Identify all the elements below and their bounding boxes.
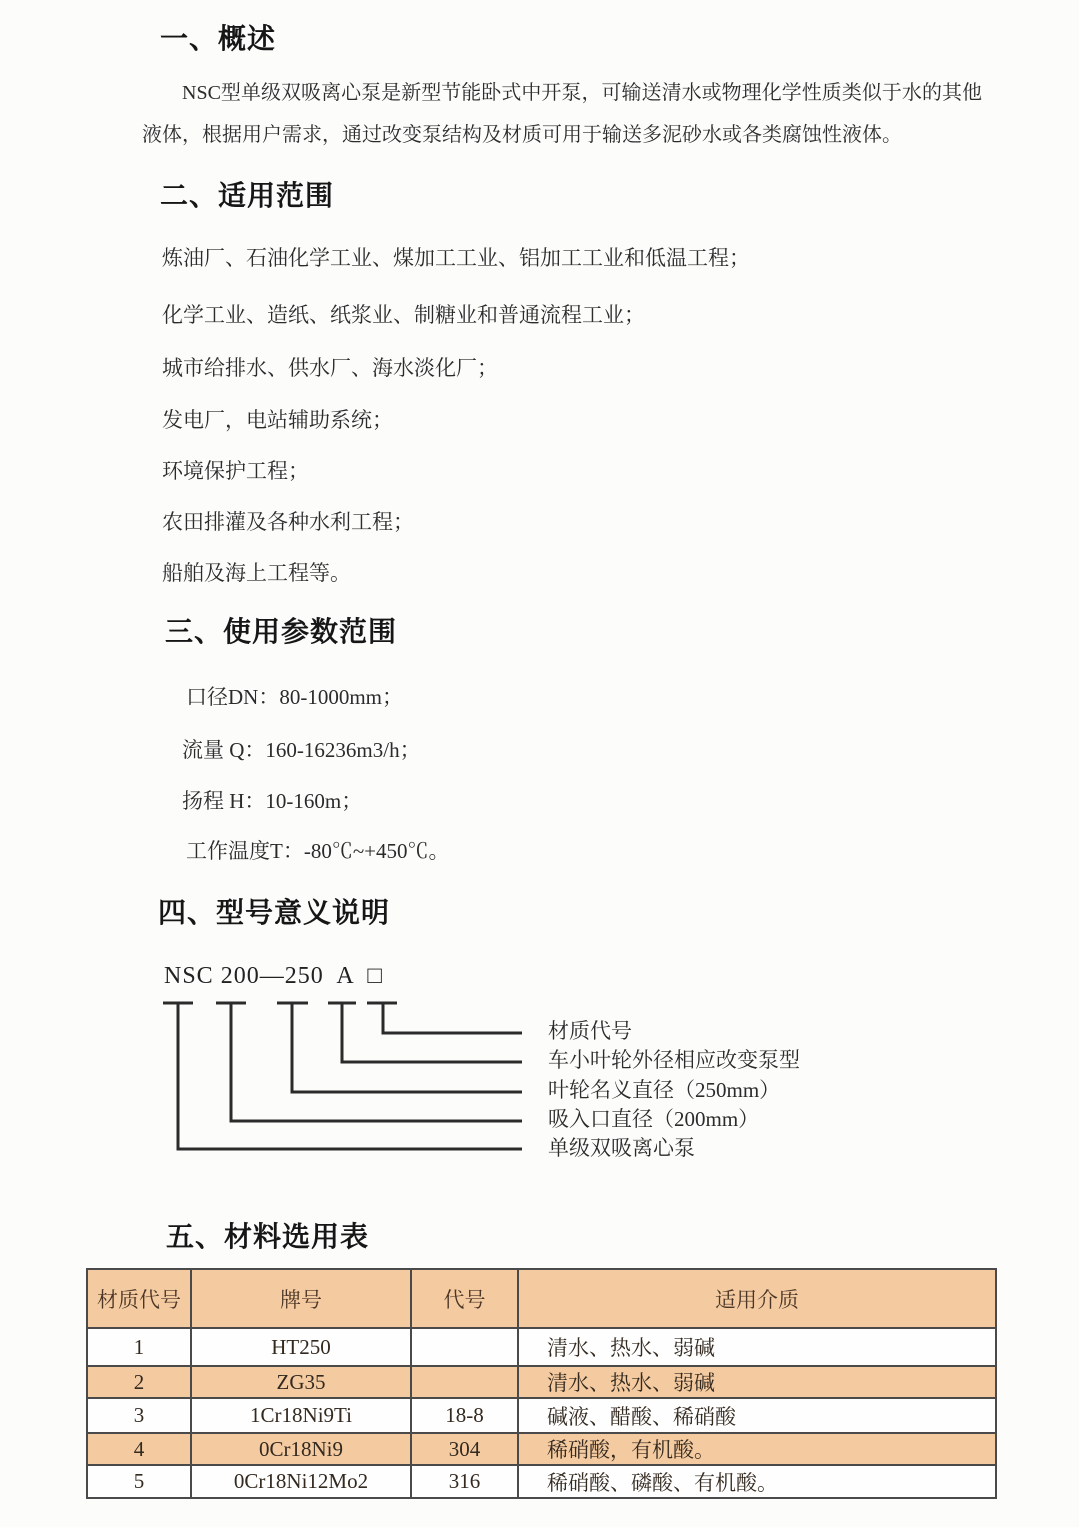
table-cell: 4 xyxy=(87,1433,191,1465)
parameter-item: 流量 Q：160-16236m3/h； xyxy=(182,738,421,762)
table-cell: 碱液、醋酸、稀硝酸 xyxy=(518,1398,996,1433)
diagram-label-pump-type: 单级双吸离心泵 xyxy=(548,1136,695,1160)
table-row xyxy=(87,1328,996,1366)
table-cell xyxy=(411,1366,518,1398)
table-cell: 清水、热水、弱碱 xyxy=(518,1328,996,1366)
table-cell: 稀硝酸、磷酸、有机酸。 xyxy=(518,1465,996,1498)
section-3-heading: 三、使用参数范围 xyxy=(165,616,398,647)
scope-item: 化学工业、造纸、纸浆业、制糖业和普通流程工业； xyxy=(162,303,645,327)
table-cell: 1 xyxy=(87,1328,191,1366)
table-cell: 304 xyxy=(411,1433,518,1465)
table-row xyxy=(87,1465,996,1498)
overview-paragraph: NSC型单级双吸离心泵是新型节能卧式中开泵，可输送清水或物理化学性质类似于水的其他液体，根据用户需求，通过改变泵结构及材质可用于输送多泥砂水或各类腐蚀性液体。 xyxy=(142,82,982,146)
table-cell: 稀硝酸，有机酸。 xyxy=(518,1433,996,1465)
table-cell: 清水、热水、弱碱 xyxy=(518,1366,996,1398)
parameter-item: 工作温度T：-80℃~+450℃。 xyxy=(186,839,450,863)
scope-item: 发电厂，电站辅助系统； xyxy=(162,408,393,432)
scope-item: 城市给排水、供水厂、海水淡化厂； xyxy=(162,356,498,380)
header-material-code: 材质代号 xyxy=(87,1269,191,1328)
table-cell: 0Cr18Ni9 xyxy=(191,1433,411,1465)
table-row xyxy=(87,1398,996,1433)
table-cell: HT250 xyxy=(191,1328,411,1366)
table-cell: 316 xyxy=(411,1465,518,1498)
table-cell: 3 xyxy=(87,1398,191,1433)
table-header-row xyxy=(87,1269,996,1328)
material-selection-table xyxy=(86,1268,997,1499)
parameter-item: 口径DN：80-1000mm； xyxy=(186,685,403,709)
scope-item: 农田排灌及各种水利工程； xyxy=(162,510,414,534)
table-cell: 0Cr18Ni12Mo2 xyxy=(191,1465,411,1498)
header-applicable-media: 适用介质 xyxy=(518,1269,996,1328)
diagram-line-material-code xyxy=(367,1003,522,1033)
header-grade: 牌号 xyxy=(191,1269,411,1328)
scope-item: 船舶及海上工程等。 xyxy=(162,561,351,585)
diagram-label-variant: 车小叶轮外径相应改变泵型 xyxy=(548,1048,800,1072)
scope-item: 炼油厂、石油化学工业、煤加工工业、铝加工工业和低温工程； xyxy=(162,246,750,270)
table-cell: 1Cr18Ni9Ti xyxy=(191,1398,411,1433)
model-code: NSC 200—250 A □ xyxy=(164,963,383,989)
section-5-heading: 五、材料选用表 xyxy=(166,1221,370,1252)
table-cell: ZG35 xyxy=(191,1366,411,1398)
diagram-label-suction-diameter: 吸入口直径（200mm） xyxy=(548,1107,760,1131)
parameter-item: 扬程 H：10-160m； xyxy=(182,789,363,813)
diagram-label-material-code: 材质代号 xyxy=(548,1019,632,1043)
section-2-heading: 二、适用范围 xyxy=(160,180,335,211)
table-cell: 18-8 xyxy=(411,1398,518,1433)
model-breakdown-diagram xyxy=(0,1000,540,1162)
material-table-wrapper xyxy=(86,1268,997,1499)
table-row xyxy=(87,1366,996,1398)
header-code: 代号 xyxy=(411,1269,518,1328)
scope-item: 环境保护工程； xyxy=(162,459,309,483)
diagram-label-impeller-diameter: 叶轮名义直径（250mm） xyxy=(548,1078,781,1102)
table-row xyxy=(87,1433,996,1465)
table-cell: 5 xyxy=(87,1465,191,1498)
section-1-heading: 一、概述 xyxy=(160,23,277,54)
table-cell xyxy=(411,1328,518,1366)
table-cell: 2 xyxy=(87,1366,191,1398)
section-4-heading: 四、型号意义说明 xyxy=(158,897,391,928)
diagram-line-impeller-diameter xyxy=(277,1003,522,1092)
